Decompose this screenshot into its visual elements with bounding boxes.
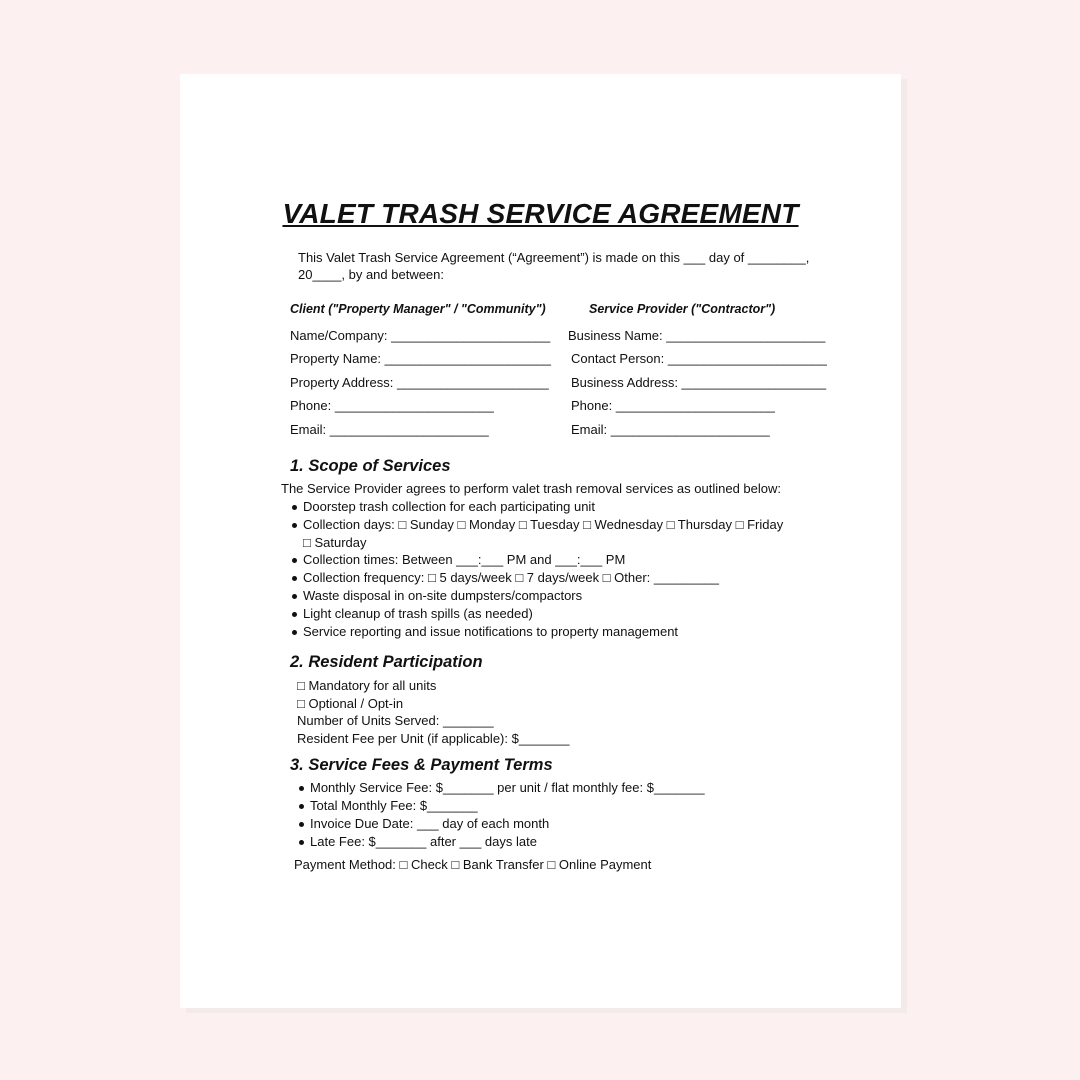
bullet-dot: [299, 840, 304, 845]
bullet-dot: [292, 505, 297, 510]
client-name-field: Name/Company: ______________________: [290, 328, 551, 343]
section-2-heading: 2. Resident Participation: [290, 653, 483, 671]
bullet-dot: [292, 594, 297, 599]
intro-line-2: 20____, by and between:: [298, 267, 445, 282]
fee-bullet-3: [310, 816, 549, 831]
scope-bullet-1: [303, 499, 595, 514]
scope-bullet-3: [303, 552, 625, 567]
scope-days-continued: □ Saturday: [303, 535, 367, 550]
section-3-heading: 3. Service Fees & Payment Terms: [290, 756, 553, 774]
document-title: VALET TRASH SERVICE AGREEMENT: [282, 198, 799, 229]
scope-bullet-6: [303, 606, 533, 621]
section-1-heading: 1. Scope of Services: [290, 457, 451, 475]
bullet-dot: [292, 612, 297, 617]
intro-line-1: This Valet Trash Service Agreement (“Agreement”) is made on this ___ day of ________,: [298, 250, 810, 265]
bullet-dot: [299, 804, 304, 809]
section-1-intro: The Service Provider agrees to perform valet trash removal services as outlined below:: [281, 481, 781, 496]
fee-bullet-text: Invoice Due Date: ___ day of each month: [310, 816, 550, 831]
scope-bullet-text: Doorstep trash collection for each participating unit: [303, 499, 595, 514]
scope-bullet-4: [303, 570, 719, 585]
bullet-dot: [292, 558, 297, 563]
bullet-dot: [299, 786, 304, 791]
provider-business-address-field: Business Address: ____________________: [571, 375, 827, 390]
units-served-field: Number of Units Served: _______: [297, 713, 494, 728]
bullet-dot: [299, 822, 304, 827]
scope-bullet-text: Service reporting and issue notifications to property management: [303, 624, 679, 639]
bullet-dot: [292, 630, 297, 635]
fee-bullet-text: Monthly Service Fee: $_______ per unit / flat monthly fee: $_______: [310, 780, 705, 795]
client-email-field: Email: ______________________: [290, 422, 489, 437]
client-heading: Client ("Property Manager" / "Community"): [290, 302, 546, 316]
bullet-dot: [292, 576, 297, 581]
scope-bullet-text: Collection days: □ Sunday □ Monday □ Tuesday □ Wednesday □ Thursday □ Friday: [303, 517, 784, 532]
provider-contact-person-field: Contact Person: ______________________: [571, 351, 827, 366]
fee-bullet-text: Late Fee: $_______ after ___ days late: [310, 834, 537, 849]
scope-bullet-2: [303, 517, 783, 532]
provider-phone-field: Phone: ______________________: [571, 398, 775, 413]
provider-heading: Service Provider ("Contractor"): [589, 302, 776, 316]
provider-email-field: Email: ______________________: [571, 422, 770, 437]
document-page: [180, 74, 901, 1008]
provider-business-name-field: Business Name: ______________________: [568, 328, 826, 343]
scope-bullet-7: [303, 624, 678, 639]
fee-bullet-4: [310, 834, 537, 849]
scope-bullet-text: Light cleanup of trash spills (as needed): [303, 606, 533, 621]
scope-bullet-text: Waste disposal in on-site dumpsters/compactors: [303, 588, 583, 603]
participation-mandatory: □ Mandatory for all units: [297, 678, 437, 693]
bullet-dot: [292, 523, 297, 528]
client-phone-field: Phone: ______________________: [290, 398, 494, 413]
scope-bullet-5: [303, 588, 582, 603]
client-property-name-field: Property Name: _______________________: [290, 351, 551, 366]
fee-bullet-1: [310, 780, 705, 795]
fee-bullet-text: Total Monthly Fee: $_______: [310, 798, 478, 813]
resident-fee-field: Resident Fee per Unit (if applicable): $_______: [297, 731, 570, 746]
payment-method-field: Payment Method: □ Check □ Bank Transfer □ Online Payment: [294, 857, 652, 872]
participation-optional: □ Optional / Opt-in: [297, 696, 404, 711]
client-property-address-field: Property Address: _____________________: [290, 375, 549, 390]
fee-bullet-2: [310, 798, 478, 813]
scope-bullet-text: Collection times: Between ___:___ PM and ___:___ PM: [303, 552, 626, 567]
scope-bullet-text: Collection frequency: □ 5 days/week □ 7 days/week □ Other: _________: [303, 570, 719, 585]
